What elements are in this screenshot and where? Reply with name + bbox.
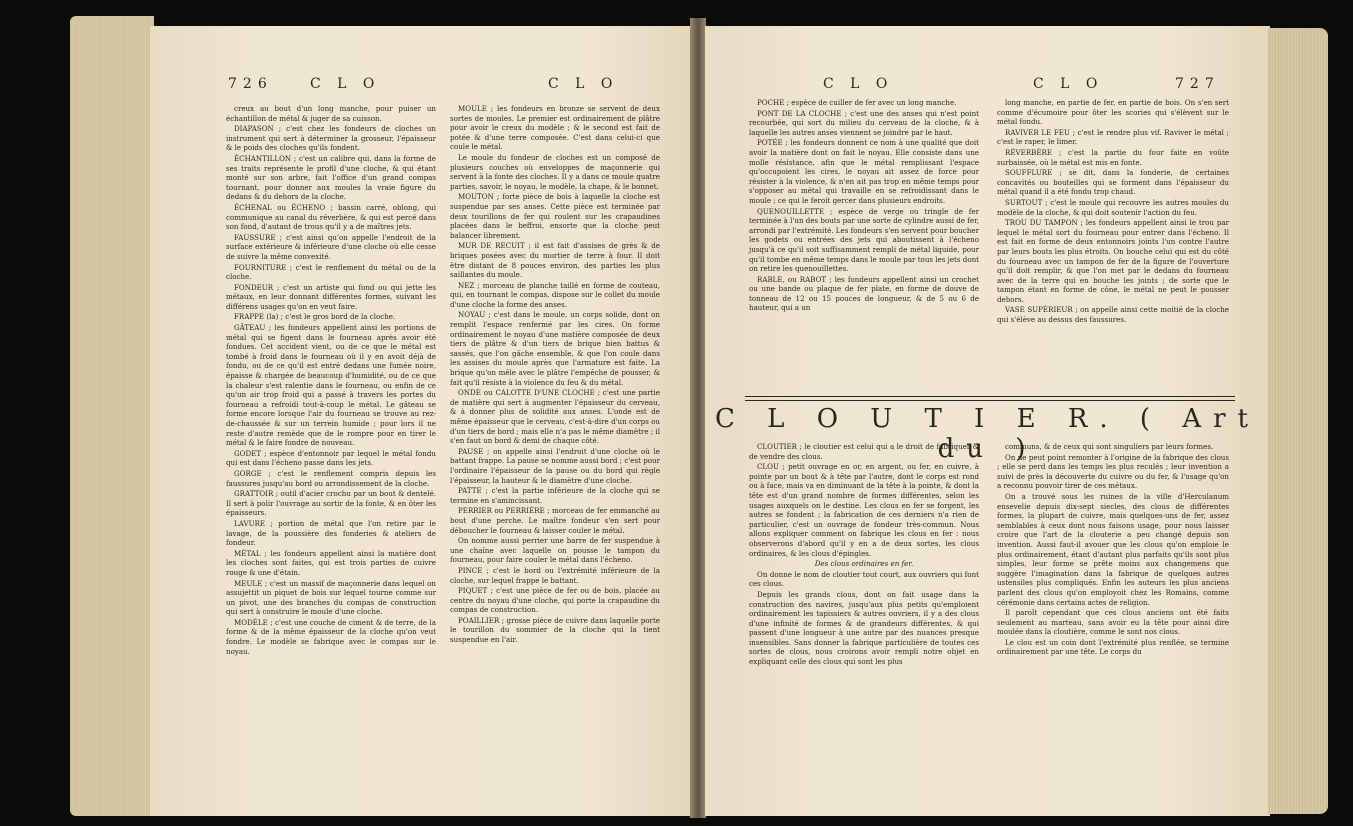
paragraph: PAUSE ; on appelle ainsi l'endroit d'une cloche où le battant frappe. La pause se nomme aussi bord ; c'est pour l'ordinaire l'épaisseur de la pause ou du bord qui règle l'épaisseur, la hauteur & le diamètre d'une cloche. bbox=[450, 446, 660, 485]
paragraph: LAVURE ; portion de métal que l'on retire par le lavage, de la poussière des fonderies & ateliers de fondeur. bbox=[226, 518, 436, 548]
paragraph: PINCE ; c'est le bord ou l'extrémité inférieure de la cloche, sur lequel frappe le battant. bbox=[450, 565, 660, 585]
paragraph: FOURNITURE ; c'est le renflement du métal ou de la cloche. bbox=[226, 262, 436, 282]
paragraph: Le clou est un coin dont l'extrémité plus renflée, se termine ordinairement par une tête. Le corps du bbox=[997, 637, 1229, 657]
left-page-column-1 bbox=[226, 104, 436, 657]
section-column-2 bbox=[997, 442, 1229, 658]
paragraph: GÂTEAU ; les fondeurs appellent ainsi les portions de métal qui se figent dans le fourneau après avoir été fondues. Cet accident vient, ou de ce que le métal est tombé à froid dans le fourneau où il y en avoit déjà de fondu, ou de ce qu'il est entré dedans une fumée noire, épaisse & chargée de beaucoup d'humidité, ou de ce que la chaleur s'est ralentie dans le fourneau, ou enfin de ce qu'un air trop froid qui a passé à travers les portes du fourneau a refroidi tout-à-coup le métal. Le gâteau se forme encore lorsque l'air du fourneau se trouve au rez-de-chaussée & sur un terrein humide ; pour lors il ne reste d'autre remède que de le rompre pour en tirer le métal & le faire fondre de nouveau. bbox=[226, 323, 436, 448]
paragraph: GODET ; espèce d'entonnoir par lequel le métal fondu qui est dans l'écheno passe dans les jets. bbox=[226, 448, 436, 468]
paragraph: ONDE ou CALOTTE D'UNE CLOCHE ; c'est une partie de matière qui sert à augmenter l'épaisseur du cerveau, & à donner plus de solidité aux anses. L'onde est de même épaisseur que le cerveau, c'est-à-dire d'un corps ou d'un tiers de bord ; mais elle n'a pas le même diamètre ; il s'en faut un bord & demi de chaque côté. bbox=[450, 388, 660, 446]
paragraph: On ne peut point remonter à l'origine de la fabrique des clous ; elle se perd dans les temps les plus reculés ; leur invention a suivi de près la découverte du cuivre ou du fer, & l'usage qu'on a reconnu pouvoir tirer de ces métaux. bbox=[997, 452, 1229, 491]
right-page bbox=[705, 26, 1270, 816]
paragraph: PONT DE LA CLOCHE ; c'est une des anses qui n'est point recourbée, qui sort du milieu du cerveau de la cloche, & à laquelle les autres anses viennent se joindre par le haut. bbox=[749, 108, 979, 137]
section-title: C L O U T I E R. ( Art du ) bbox=[715, 404, 1260, 464]
left-page bbox=[150, 26, 690, 816]
paragraph: QUENOUILLETTE ; espèce de verge ou tringle de fer terminée à l'un des bouts par une sorte de cylindre aussi de fer, arrondi par l'extrémité. Les fondeurs s'en servent pour boucher les godets ou entrées des jets qui aboutissent à l'écheno jusqu'à ce qu'il soit suffisamment rempli de métal liquide, pour qu'il tombe en même temps dans le moule par tous les jets dont on retire les quenouillettes. bbox=[749, 206, 980, 274]
paragraph: Depuis les grands clous, dont on fait usage dans la construction des navires, jusqu'aux plus petits qu'emploient ordinairement les tapissiers & autres ouvriers, il y a des clous d'une infinité de formes & de grandeurs différentes, & qui passent d'une longueur à une autre par des nuances presque insensibles. Sans donner la fabrique particulière de toutes ces sortes de clous, nous croirons avoir rempli notre objet en expliquant celle des clous qui sont les plus bbox=[749, 589, 979, 667]
page-number-right: 727 bbox=[1175, 76, 1220, 92]
paragraph: communs, & de ceux qui sont singuliers par leurs formes. bbox=[1005, 442, 1214, 451]
section-column-1 bbox=[749, 442, 979, 668]
paragraph: MODÈLE ; c'est une couche de ciment & de terre, de la forme & de la même épaisseur de la cloche qu'on veut fondre. Le modèle se fabrique avec le compas sur le noyau. bbox=[226, 617, 436, 656]
paragraph: On donne le nom de cloutier tout court, aux ouvriers qui font ces clous. bbox=[749, 569, 979, 589]
paragraph: RAVIVER LE FEU ; c'est le rendre plus vif. Raviver le métal ; c'est le raper, le limer. bbox=[997, 127, 1229, 147]
page-number-left: 726 bbox=[228, 76, 273, 92]
paragraph: NEZ ; morceau de planche taillé en forme de couteau, qui, en tournant le compas, dispose sur le collet du moule d'une cloche la forme des anses. bbox=[450, 280, 660, 309]
paragraph: FAUSSURE ; c'est ainsi qu'on appelle l'endroit de la surface extérieure & inférieure d'une cloche où elle cesse de suivre la même convexité. bbox=[226, 232, 436, 261]
paragraph: PATTE ; c'est la partie inférieure de la cloche qui se termine en s'amincissant. bbox=[450, 486, 660, 505]
book-page-edges-left bbox=[70, 16, 154, 816]
paragraph: SOUFFLURE ; se dit, dans la fonderie, de certaines concavités ou bouteilles qui se forment dans l'épaisseur du métal quand il a été fondu trop chaud. bbox=[997, 168, 1229, 197]
paragraph: ÉCHENAL ou ÉCHENO ; bassin carré, oblong, qui communique au canal du réverbère, & qui est percé dans son fond, d'autant de trous qu'il y a de maîtres jets. bbox=[226, 202, 436, 232]
paragraph: POCHE ; espèce de cuiller de fer avec un long manche. bbox=[757, 98, 957, 107]
paragraph: Il paroît cependant que ces clous anciens ont été faits seulement au marteau, sans avoir eu la tête pour ainsi dire moulée dans la cloutière, comme le sont nos clous. bbox=[997, 608, 1229, 637]
book-page-edges-right bbox=[1268, 28, 1328, 814]
paragraph: CLOU ; petit ouvrage en or, en argent, ou fer, en cuivre, à pointe par un bout & à tête par l'autre, dont le corps est rond ou à face, mais va en diminuant de la tête à la pointe, & dont la tête est d'un grand nombre de formes différentes, selon les usages auxquels on le destine. Les clous en fer se forgent, les autres se fondent ; la fabrication de ces derniers n'a rien de particulier, c'est un ouvrage de fondeur très-commun. Nous allons expliquer comment on fabrique les clous en fer : nous observerons d'abord qu'il y en a de deux sortes, les clous ordinaires, & les clous d'épingles. bbox=[749, 462, 979, 558]
paragraph: GORGE ; c'est le renflement compris depuis les faussures jusqu'au bord ou arrondissement de la cloche. bbox=[226, 468, 436, 488]
paragraph: long manche, en partie de fer, en partie de bois. On s'en sert comme d'écumoire pour ôter les scories qui s'élèvent sur le métal fondu. bbox=[997, 98, 1229, 127]
paragraph: PERRIER ou PERRIÈRE ; morceau de fer emmanché au bout d'une perche. Le maître fondeur s'en sert pour déboucher le fourneau & laisser couler le métal. bbox=[450, 506, 660, 535]
section-divider-rule bbox=[745, 396, 1235, 401]
paragraph: TROU DU TAMPON ; les fondeurs appellent ainsi le trou par lequel le métal sort du fourneau pour entrer dans l'écheno. Il est fait en forme de deux entonnoirs joints l'un contre l'autre par leurs bouts les plus étroits. On bouche celui qui est du côté du fourneau avec un tampon de fer de la figure de l'ouverture qu'il doit remplir, & que l'on met par le dedans du fourneau avec de la terre qui en bouche les joints ; de sorte que le tampon étant en forme de cône, le métal ne peut le pousser dehors. bbox=[997, 218, 1229, 304]
paragraph: MÉTAL ; les fondeurs appellent ainsi la matière dont les cloches sont faites, qui est trois parties de cuivre rouge & une d'étain. bbox=[226, 548, 436, 577]
paragraph: PIQUET ; c'est une pièce de fer ou de bois, placée au centre du noyau d'une cloche, qui porte la crapaudine du compas de construction. bbox=[450, 586, 660, 615]
paragraph: POAILLIER ; grosse pièce de cuivre dans laquelle porte le tourillon du sommier de la cloche qui la tient suspendue en l'air. bbox=[450, 615, 660, 645]
paragraph: On nomme aussi perrier une barre de fer suspendue à une chaîne avec laquelle on pousse le tampon du fourneau, pour faire couler le métal dans l'écheno. bbox=[450, 536, 660, 565]
running-head-right-1: C L O bbox=[823, 76, 894, 92]
paragraph: MUR DE RECUIT ; il est fait d'assises de grès & de briques posées avec du mortier de terre à four. Il doit être distant de 8 pouces environ, des parties les plus saillantes du moule. bbox=[450, 241, 660, 280]
paragraph: MEULE ; c'est un massif de maçonnerie dans lequel on assujettit un piquet de bois sur lequel tourne comme sur un pivot, une des branches du compas de construction qui sert à construire le moule d'une cloche. bbox=[226, 578, 436, 617]
paragraph: VASE SUPÉRIEUR ; on appelle ainsi cette moitié de la cloche qui s'élève au dessus des faussures. bbox=[997, 305, 1229, 325]
paragraph: Le moule du fondeur de cloches est un composé de plusieurs couches où enveloppes de maçonnerie qui servent à la fonte des cloches. Il y a dans ce moule quatre parties, savoir, le noyau, le modèle, la chape, & le bonnet. bbox=[450, 152, 660, 191]
open-book bbox=[40, 8, 1325, 820]
right-page-column-2 bbox=[997, 98, 1229, 326]
paragraph: SURTOUT ; c'est le moule qui recouvre les autres moules du modèle de la cloche, & qui doit soutenir l'action du feu. bbox=[997, 197, 1229, 217]
paragraph: FONDEUR ; c'est un artiste qui fond ou qui jette les métaux, en leur donnant différentes formes, suivant les différens usages qu'on en veut faire. bbox=[226, 282, 436, 311]
paragraph: On a trouvé sous les ruines de la ville d'Herculanum ensevelie depuis dix-sept siecles, des clous de différentes formes, la plupart de cuivre, mais quelques-uns de fer, assez semblables à ceux dont nous faisons usage, pour nous laisser croire que l'art de la clouterie a peu changé depuis son invention. Aussi faut-il avouer que les clous qu'on emploie le plus ordinairement, étant d'autant plus parfaits qu'ils sont plus simples, leur forme se prête moins aux changemens que suggère l'imagination dans la fabrique de quelques autres ustensiles plus compliqués. Enfin les auteurs les plus anciens parlent des clous qu'on employoit chez les Romains, comme cérémonie dans certains actes de religion. bbox=[997, 491, 1229, 607]
paragraph: Des clous ordinaires en fer. bbox=[814, 559, 914, 569]
paragraph: ÉCHANTILLON ; c'est un calibre qui, dans la forme de ses traits représente le profil d'une cloche, & qui étant monté sur son arbre, fait l'office d'un grand compas tournant, pour donner aux moules la vraie figure du dedans & du dehors de la cloche. bbox=[226, 153, 436, 202]
left-page-column-2 bbox=[450, 104, 660, 646]
paragraph: RABLE, ou RABOT ; les fondeurs appellent ainsi un crochet ou une bande ou plaque de fer plate, en forme de douve de tonneau de 12 ou 15 pouces de longueur, & de 5 ou 6 de hauteur, qui a un bbox=[749, 274, 979, 313]
running-head-left-1: C L O bbox=[310, 76, 381, 92]
paragraph: POTÉE ; les fondeurs donnent ce nom à une qualité que doit avoir la matière dont on fait le noyau. Elle consiste dans une molle résistance, afin que le métal remplissant l'espace qu'occupoient les cires, le noyau ait assez de force pour résister à la violence, & n'en ait pas trop en même temps pour s'opposer au métal qui travaille en se refroidissant dans le moule ; ce qui le feroit gercer dans plusieurs endroits. bbox=[749, 138, 979, 205]
paragraph: DIAPASON ; c'est chez les fondeurs de cloches un instrument qui sert à déterminer la grosseur, l'épaisseur & le poids des cloches qu'ils fondent. bbox=[226, 124, 436, 153]
running-head-right-2: C L O bbox=[1033, 76, 1104, 92]
paragraph: MOUTON ; forte pièce de bois à laquelle la cloche est suspendue par ses anses. Cette pièce est terminée par deux tourillons de fer qui roulent sur les crapaudines placées dans le beffroi, ensorte que la cloche peut balancer librement. bbox=[450, 192, 660, 240]
right-page-column-1 bbox=[749, 98, 979, 314]
paragraph: MOULE ; les fondeurs en bronze se servent de deux sortes de moules. Le premier est ordinairement de plâtre pour avoir le creux du modèle ; & le second est fait de potée & d'une terre composée. C'est dans celui-ci que coule le métal. bbox=[450, 104, 660, 152]
paragraph: creux au bout d'un long manche, pour puiser un échantillon de métal & juger de sa cuisson. bbox=[226, 104, 436, 123]
paragraph: FRAPPE (la) ; c'est le gros bord de la cloche. bbox=[234, 312, 396, 322]
paragraph: NOYAU ; c'est dans le moule, un corps solide, dont on remplit l'espace renfermé par les cires. On forme ordinairement le noyau d'une matière composée de deux tiers de plâtre & d'un tiers de brique bien battus & sassés, que l'on gâche ensemble, & que l'on coule dans les assises du moule après que l'armature est faite. La brique qu'on mêle avec le plâtre l'empêche de pousser, & fait qu'il résiste à la violence du feu & du métal. bbox=[450, 310, 660, 387]
book-gutter bbox=[690, 18, 706, 818]
running-head-left-2: C L O bbox=[548, 76, 619, 92]
paragraph: RÉVERBÈRE ; c'est la partie du four faite en voûte surbaissée, où le métal est mis en fonte. bbox=[997, 147, 1229, 167]
paragraph: GRATTOIR ; outil d'acier crochu par un bout & dentelé. Il sert à polir l'ouvrage au sortir de la fonte, & en ôter les épaisseurs. bbox=[226, 489, 436, 518]
paragraph: CLOUTIER ; le cloutier est celui qui a le droit de fabriquer & de vendre des clous. bbox=[749, 442, 979, 461]
